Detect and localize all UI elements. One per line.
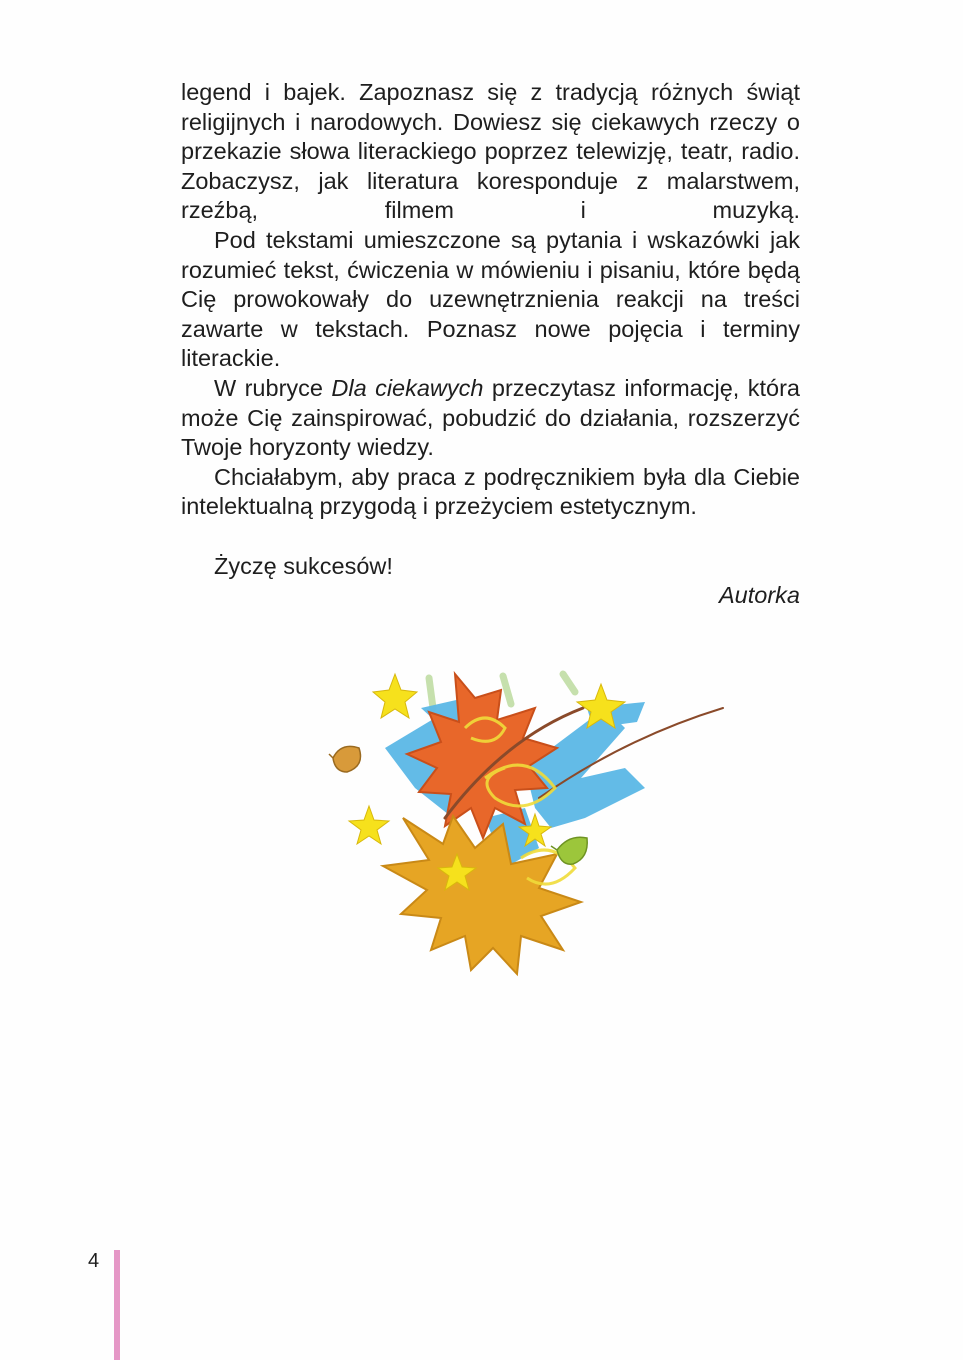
paragraph-3 [181, 374, 800, 463]
gold-leaf [383, 816, 581, 974]
small-brown-leaf [329, 746, 361, 772]
star-middle-left [349, 806, 389, 844]
rubric-name: Dla ciekawych [331, 374, 484, 401]
paragraph-2: Pod tekstami umieszczone są pytania i wskazówki jak rozumieć tekst, ćwiczenia w mówieniu i pisaniu, które będą Cię prowokowały do uzewnętrznienia reakcji na treści zawarte w tekstach. Poznasz nowe pojęcia i terminy literackie. [181, 226, 800, 372]
margin-bar [114, 1250, 120, 1360]
paragraph-1: legend i bajek. Zapoznasz się z tradycją różnych świąt religijnych i narodowych. Dowiesz się ciekawych rzeczy o przekazie słowa literackiego poprzez telewizję, teatr, radio. Zobaczysz, jak literatura koresponduje z malarstwem, rzeźbą, filmem i muzyką. [181, 79, 800, 224]
paragraph-4: Chciałabym, aby praca z podręcznikiem była dla Ciebie intelektualną przygodą i przeżyciem estetycznym. [181, 463, 800, 520]
greeting: Życzę sukcesów! [214, 552, 393, 579]
small-green-leaf [551, 837, 587, 864]
signature: Autorka [719, 582, 800, 609]
paragraph-3-start: W rubryce [214, 374, 332, 401]
page-number: 4 [88, 1250, 100, 1272]
star-top-left [373, 674, 417, 718]
paragraph-3-end: przeczytasz informację, która może Cię zainspirować, pobudzić do działania, rozszerzyć Twoje horyzonty wiedzy. [181, 374, 800, 461]
autumn-leaves-illustration [325, 668, 735, 978]
body-text [181, 78, 800, 611]
